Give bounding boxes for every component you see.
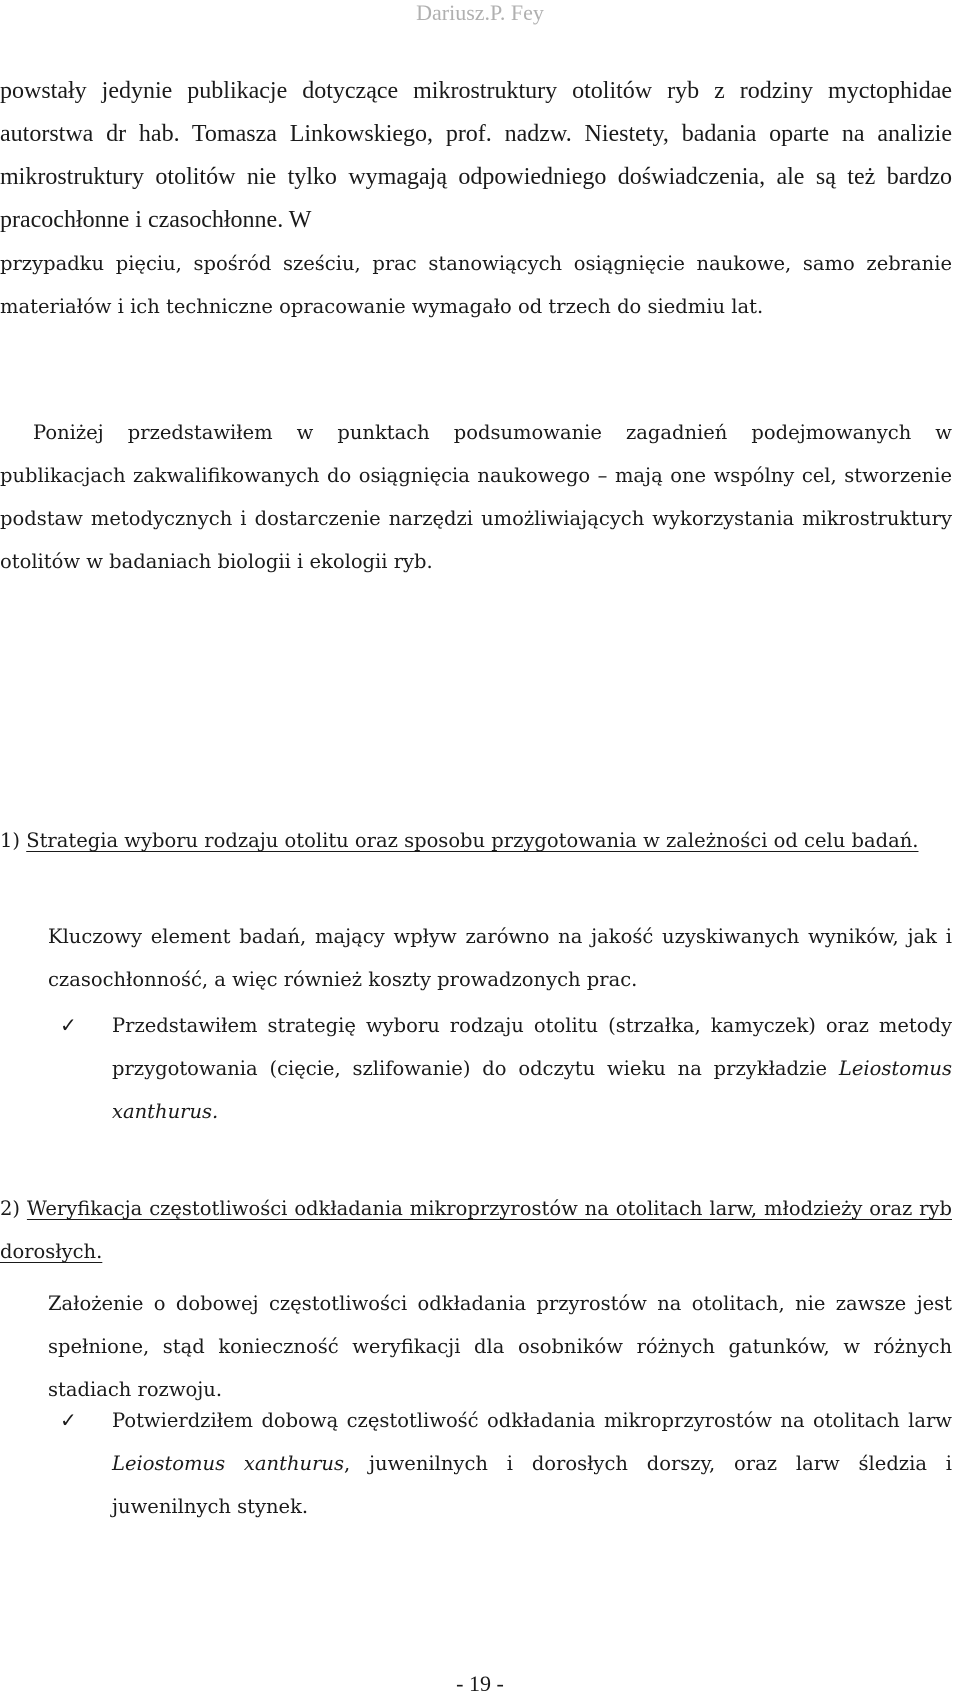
page-number: - 19 - — [456, 1671, 504, 1696]
paragraph-intro-text: powstały jedynie publikacje dotyczące mikrostruktury otolitów ryb z rodziny myctophidae autorstwa dr hab. Tomasza Linkowskiego, prof. nadzw. Niestety, badania oparte na analizie mikrostruktury otolitów nie tylko wymagają odpowiedniego doświadczenia, ale są też bardzo pracochłonne i czasochłonne. W — [0, 78, 952, 233]
section-1-intro: Kluczowy element badań, mający wpływ zarówno na jakość uzyskiwanych wyników, jak i czasochłonność, a więc również koszty prowadzonych prac. — [48, 925, 952, 991]
page-header-author: Dariusz.P. Fey — [416, 0, 544, 25]
checkmark-icon: ✓ — [60, 1408, 77, 1432]
paragraph-intro-text-cont: przypadku pięciu, spośród sześciu, prac stanowiących osiągnięcie naukowe, samo zebranie materiałów i ich techniczne opracowanie wymagało od trzech do siedmiu lat. — [0, 252, 952, 318]
section-2-heading — [0, 1187, 952, 1273]
section-1-point-text — [112, 1004, 952, 1133]
section-1-point-body: Przedstawiłem strategię wyboru rodzaju otolitu (strzałka, kamyczek) oraz metody przygotowania (cięcie, szlifowanie) do odczytu wieku na przykładzie — [112, 1014, 952, 1080]
section-1-title: Strategia wyboru rodzaju otolitu oraz sposobu przygotowania w zależności od celu badań. — [26, 829, 919, 852]
section-2-number: 2) — [0, 1197, 27, 1220]
section-2-point-species: Leiostomus xanthurus — [112, 1452, 344, 1475]
checkmark-icon: ✓ — [60, 1013, 77, 1037]
section-2-intro: Założenie o dobowej częstotliwości odkładania przyrostów na otolitach, nie zawsze jest spełnione, stąd konieczność weryfikacji dla osobników różnych gatunków, w różnych stadiach rozwoju. — [48, 1292, 952, 1401]
section-2-point-body-b: , juwenilnych i dorosłych dorszy, oraz larw śledzia i juwenilnych stynek. — [112, 1452, 953, 1518]
section-2-point-text — [112, 1399, 952, 1528]
section-2-title: Weryfikacja częstotliwości odkładania mikroprzyrostów na otolitach larw, młodzieży oraz ryb dorosłych. — [0, 1197, 952, 1263]
paragraph-intro — [0, 70, 952, 328]
section-1-number: 1) — [0, 829, 27, 852]
section-1-point-species: Leiostomus xanthurus. — [112, 1057, 952, 1123]
section-2-point-body-a: Potwierdziłem dobową częstotliwość odkładania mikroprzyrostów na otolitach larw — [112, 1409, 952, 1432]
paragraph-summary: Poniżej przedstawiłem w punktach podsumowanie zagadnień podejmowanych w publikacjach zakwalifikowanych do osiągnięcia naukowego – mają one wspólny cel, stworzenie podstaw metodycznych i dostarczenie narzędzi umożliwiających wykorzystania mikrostruktury otolitów w badaniach biologii i ekologii ryb. — [0, 421, 952, 573]
section-1-heading — [0, 819, 952, 862]
